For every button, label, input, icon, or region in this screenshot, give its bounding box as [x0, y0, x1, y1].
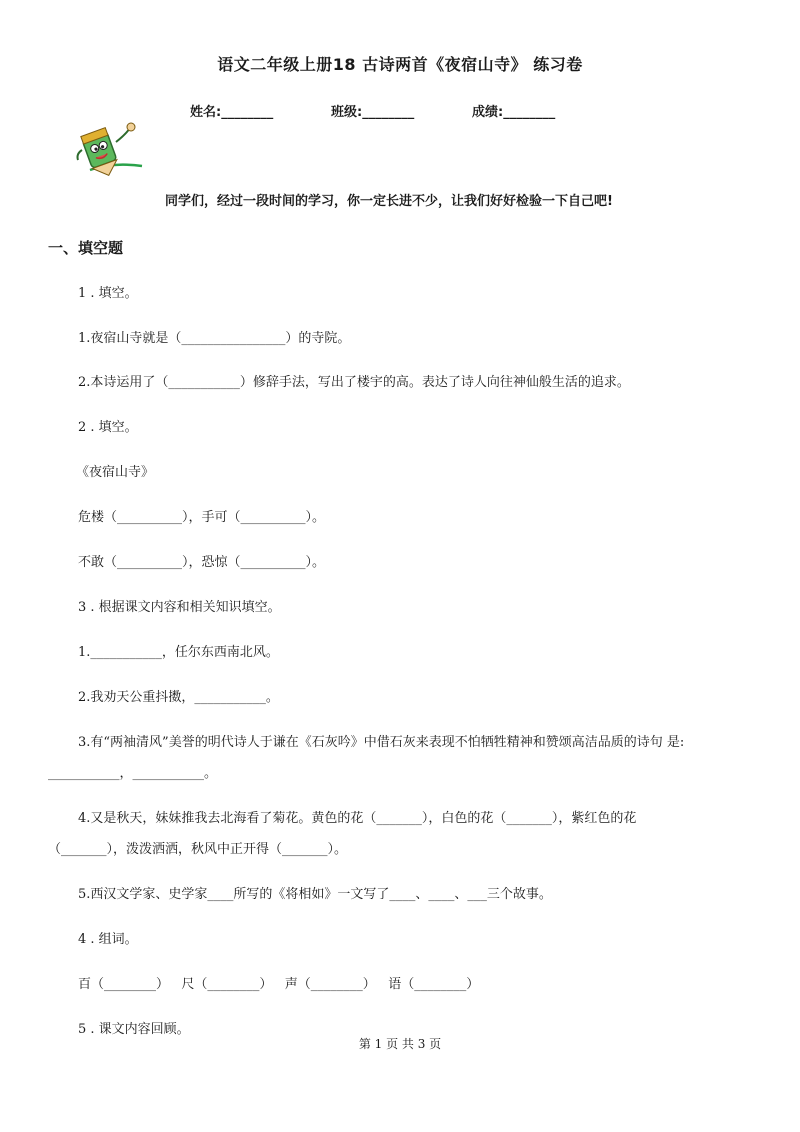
question-heading: 1 . 填空。: [78, 286, 138, 301]
question-line: 3.有“两袖清风”美誉的明代诗人于谦在《石灰吟》中借石灰来表现不怕牺牲精神和赞颂高洁品质的诗句 是:: [78, 735, 685, 750]
question-line: 1.夜宿山寺就是（________________）的寺院。: [78, 331, 351, 346]
pencil-mascot-icon: [72, 120, 146, 178]
question-heading: 2 . 填空。: [78, 420, 138, 435]
question-heading: 3 . 根据课文内容和相关知识填空。: [78, 600, 281, 615]
class-field: 班级:________: [331, 105, 415, 120]
name-field: 姓名:________: [190, 105, 274, 120]
score-field: 成绩:________: [472, 105, 556, 120]
section-title: 一、填空题: [48, 239, 124, 257]
question-line: 4.又是秋天，妹妹推我去北海看了菊花。黄色的花（_______），白色的花（_______），紫红色的花: [78, 811, 637, 826]
question-line: 1.___________，任尔东西南北风。: [78, 645, 279, 660]
question-line: 百（________） 尺（________） 声（________） 语（________）: [78, 977, 480, 992]
question-line: 5.西汉文学家、史学家____所写的《将相如》一文写了____、____、___三个故事。: [78, 887, 552, 902]
question-heading: 5 . 课文内容回顾。: [78, 1022, 190, 1037]
question-line: 危楼（__________），手可（__________）。: [78, 510, 326, 525]
question-line: ___________，___________。: [48, 766, 218, 781]
page-title: 语文二年级上册18 古诗两首《夜宿山寺》 练习卷: [217, 55, 583, 74]
question-heading: 4 . 组词。: [78, 932, 138, 947]
question-line: （_______），泼泼洒洒，秋风中正开得（_______）。: [48, 842, 348, 857]
question-line: 不敢（__________），恐惊（__________）。: [78, 555, 326, 570]
greeting-text: 同学们，经过一段时间的学习，你一定长进不少，让我们好好检验一下自己吧!: [165, 194, 613, 209]
page-number: 第 1 页 共 3 页: [358, 1037, 442, 1051]
question-line: 2.本诗运用了（___________）修辞手法，写出了楼宇的高。表达了诗人向往神仙般生活的追求。: [78, 375, 630, 390]
question-line: 2.我劝天公重抖擞，___________。: [78, 690, 279, 705]
poem-title: 《夜宿山寺》: [76, 465, 155, 480]
